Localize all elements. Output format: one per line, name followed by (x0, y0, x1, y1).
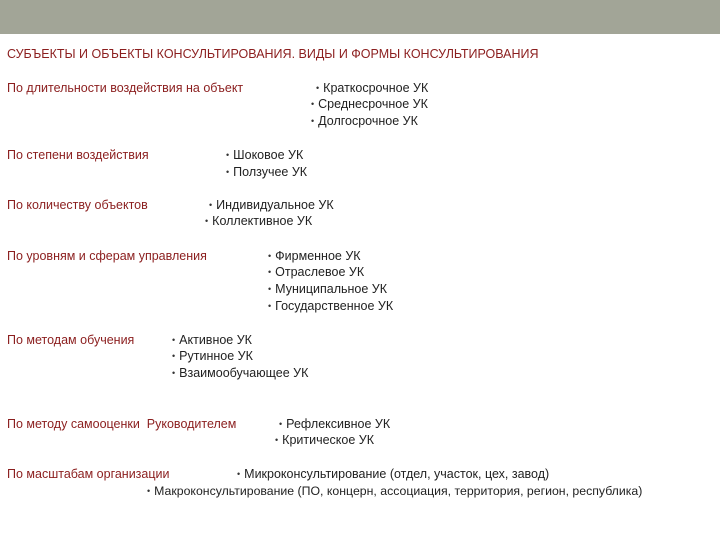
top-banner (0, 0, 720, 34)
section-label-degree: По степени воздействия (7, 148, 149, 162)
list-item: • Долгосрочное УК (311, 113, 418, 131)
list-item: • Отраслевое УК (268, 264, 364, 282)
section-label-duration: По длительности воздействия на объект (7, 81, 244, 95)
list-item: • Микроконсультирование (отдел, участок, цех, завод) (237, 466, 549, 484)
list-item: • Шоковое УК (226, 147, 303, 165)
list-item: • Муниципальное УК (268, 281, 387, 299)
list-item: • Рефлексивное УК (279, 416, 390, 434)
section-label-teaching-methods: По методам обучения (7, 333, 135, 347)
list-item: • Активное УК (172, 332, 252, 350)
section-label-levels: По уровням и сферам управления (7, 249, 207, 263)
section-label-self-assessment: По методу самооценки Руководителем (7, 417, 237, 431)
section-label-objects-count: По количеству объектов (7, 198, 148, 212)
list-item: • Индивидуальное УК (209, 197, 334, 215)
list-item: • Ползучее УК (226, 164, 307, 182)
list-item: • Среднесрочное УК (311, 96, 428, 114)
list-item: • Коллективное УК (205, 213, 312, 231)
list-item: • Краткосрочное УК (316, 80, 428, 98)
list-item: • Макроконсультирование (ПО, концерн, ассоциация, территория, регион, республика) (147, 483, 642, 501)
list-item: • Государственное УК (268, 298, 393, 316)
list-item: • Фирменное УК (268, 248, 361, 266)
section-label-scale: По масштабам организации (7, 467, 170, 481)
list-item: • Взаимообучающее УК (172, 365, 308, 383)
page-title: СУБЪЕКТЫ И ОБЪЕКТЫ КОНСУЛЬТИРОВАНИЯ. ВИДЫ И ФОРМЫ КОНСУЛЬТИРОВАНИЯ (7, 47, 539, 61)
list-item: • Рутинное УК (172, 348, 253, 366)
list-item: • Критическое УК (275, 432, 374, 450)
